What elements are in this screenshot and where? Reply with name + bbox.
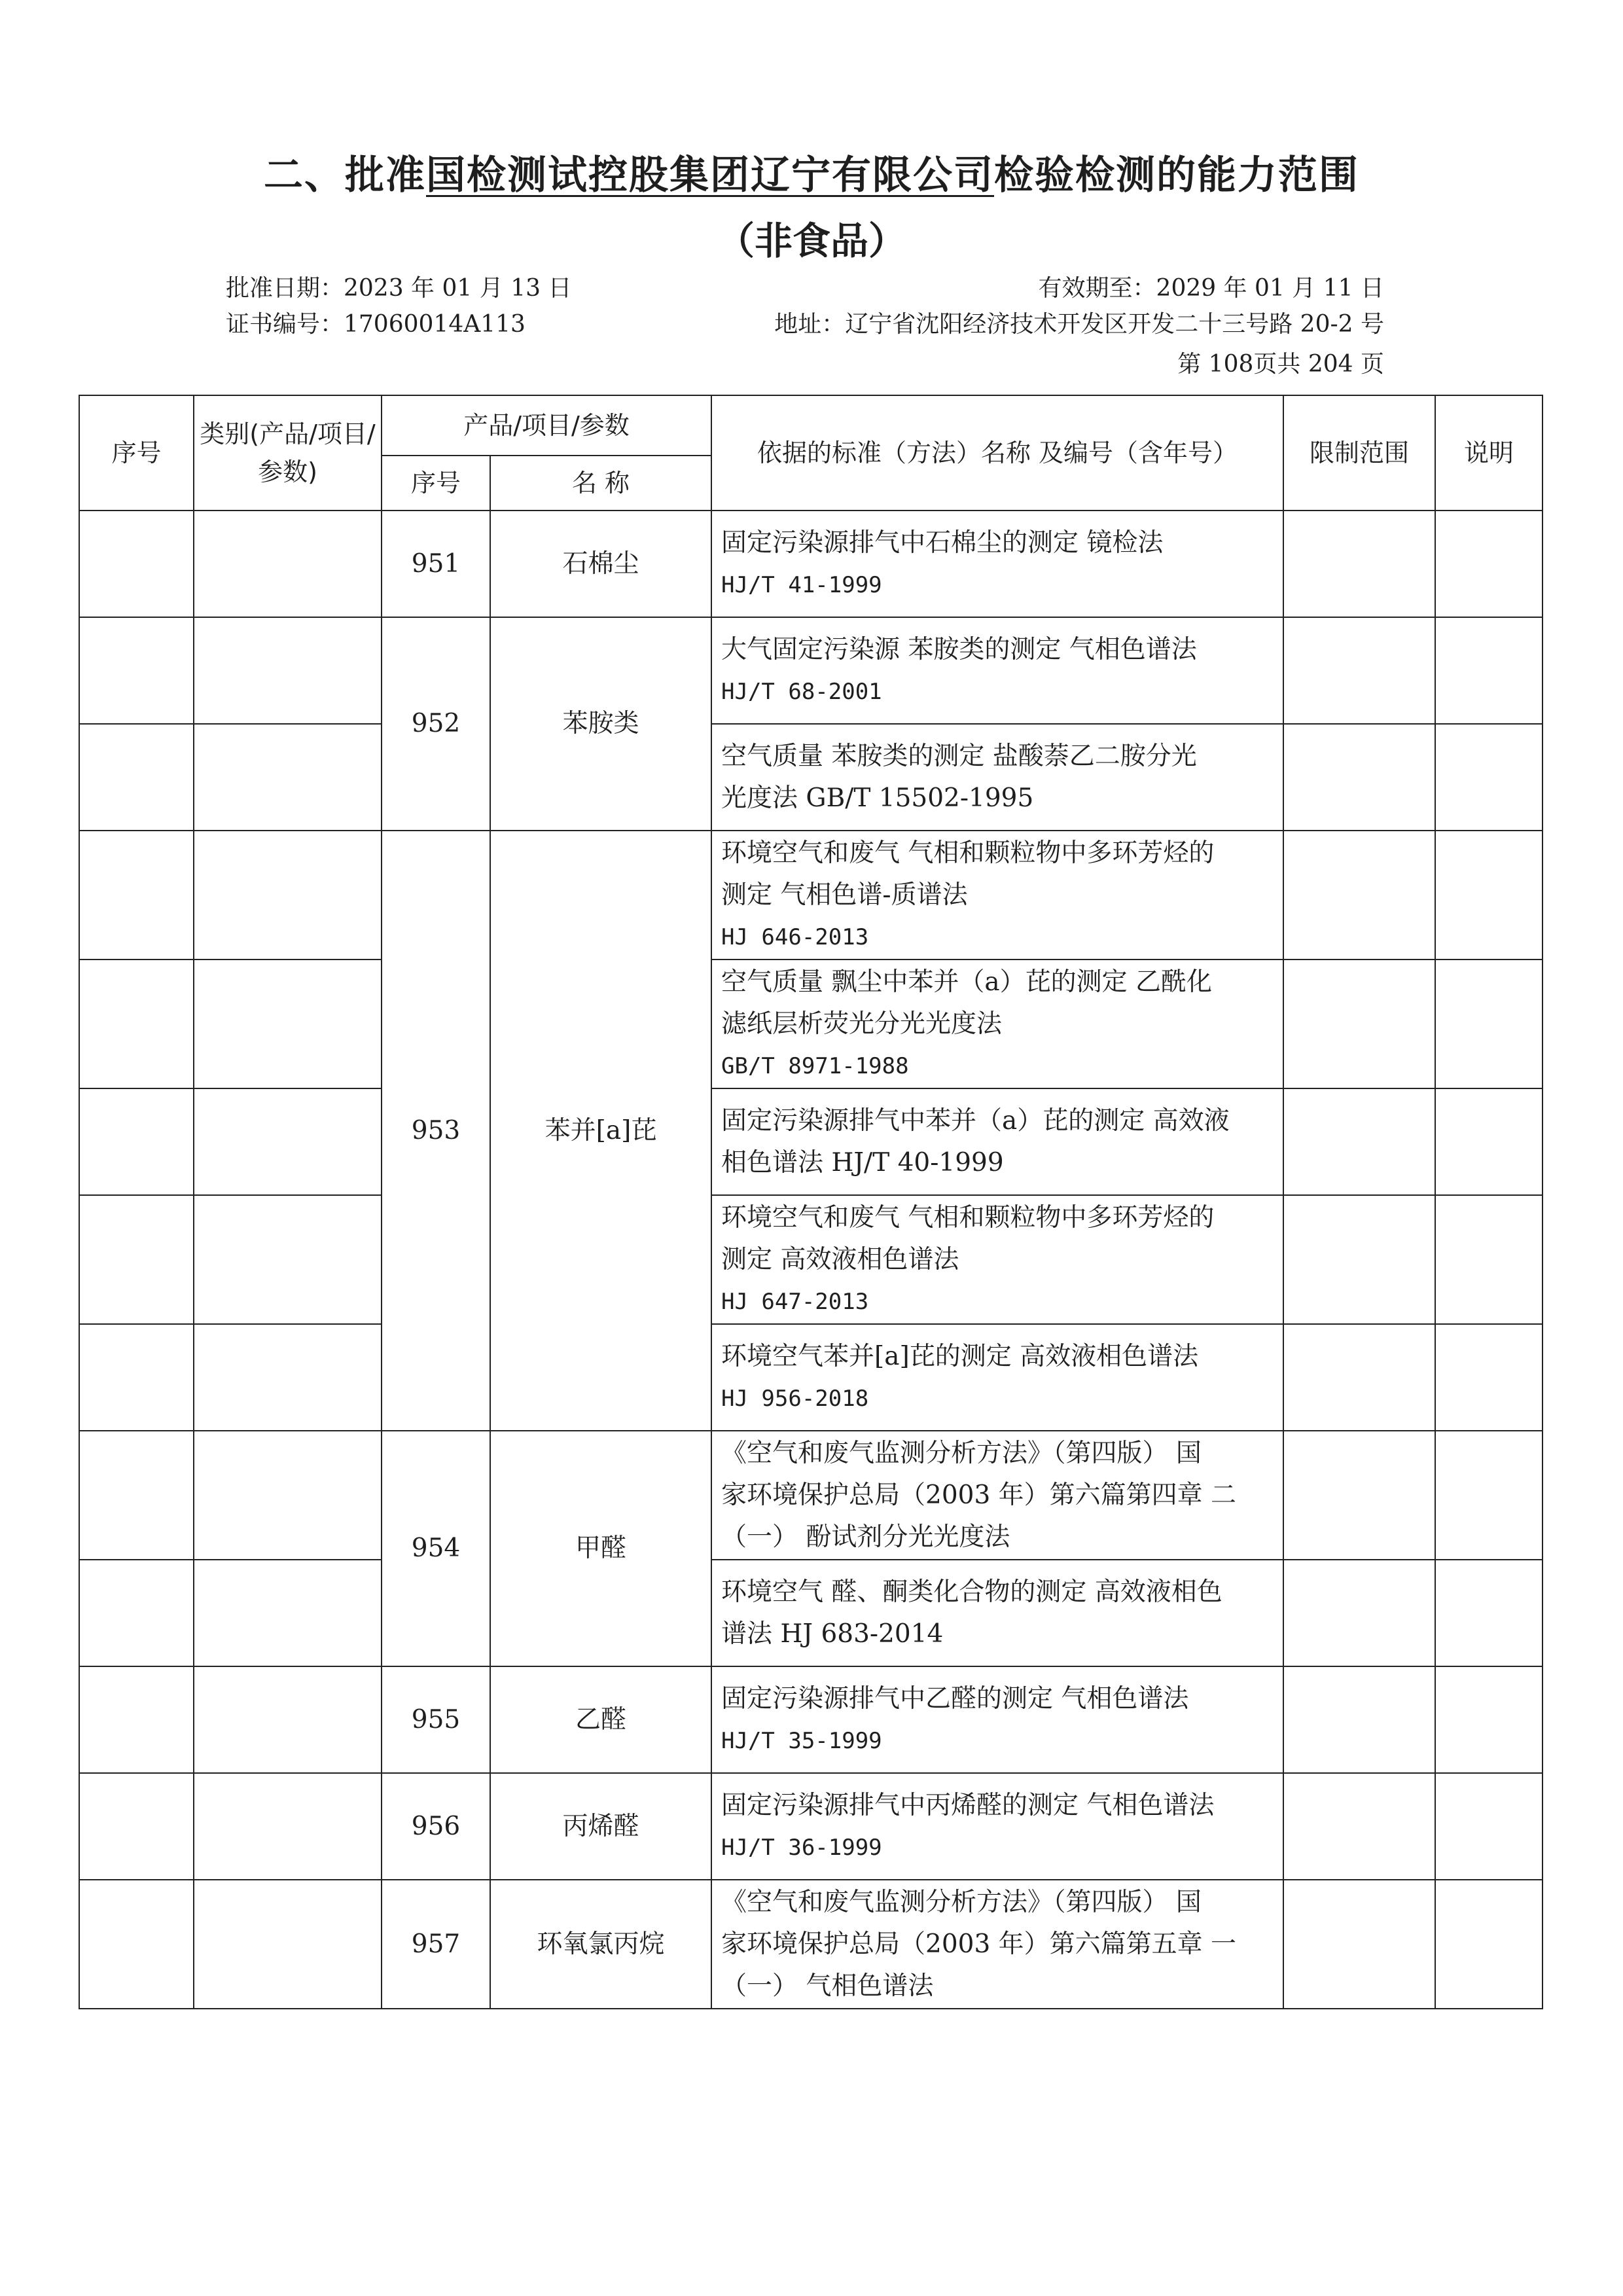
table-row [79, 1666, 1543, 1773]
table-body [79, 511, 1543, 2009]
title-company: 国检测试控股集团辽宁有限公司 [426, 152, 994, 198]
standard-text-line: 家环境保护总局（2003 年）第六篇第四章 二 [721, 1480, 1237, 1510]
standard-text-line: 空气质量 飘尘中苯并（a）芘的测定 乙酰化 [721, 967, 1213, 997]
capability-table [79, 395, 1543, 2009]
standard-text-line: 测定 气相色谱-质谱法 [721, 880, 968, 910]
header-standard: 依据的标准（方法）名称 及编号（含年号） [711, 395, 1283, 511]
standard-text-line: 环境空气苯并[a]芘的测定 高效液相色谱法 [721, 1341, 1199, 1371]
standard-text-line: 环境空气 醛、酮类化合物的测定 高效液相色 [721, 1577, 1222, 1607]
limit-cell [1283, 1880, 1435, 2009]
standard-cell [711, 1666, 1283, 1773]
seq-cell [79, 724, 194, 831]
category-cell [194, 1431, 382, 1560]
valid-until: 有效期至：2029 年 01 月 11 日 [1038, 275, 1384, 302]
seq-cell [79, 1195, 194, 1324]
item-name: 石棉尘 [490, 511, 711, 617]
standard-code: HJ 956-2018 [721, 1385, 869, 1412]
seq-cell [79, 617, 194, 724]
category-cell [194, 1088, 382, 1195]
standard-text-line: 固定污染源排气中乙醛的测定 气相色谱法 [721, 1683, 1189, 1713]
limit-cell [1283, 1431, 1435, 1560]
header-limit: 限制范围 [1283, 395, 1435, 511]
standard-cell [711, 1195, 1283, 1324]
standard-cell [711, 1324, 1283, 1431]
note-cell [1435, 1195, 1543, 1324]
standard-text-line: 家环境保护总局（2003 年）第六篇第五章 一 [721, 1929, 1237, 1959]
category-cell [194, 511, 382, 617]
category-cell [194, 1880, 382, 2009]
standard-text-line: 《空气和废气监测分析方法》（第四版） 国 [721, 1438, 1202, 1468]
limit-cell [1283, 1666, 1435, 1773]
standard-text-line: （一） 酚试剂分光光度法 [721, 1522, 1010, 1552]
item-number: 951 [382, 511, 490, 617]
document-subtitle: （非食品） [716, 219, 906, 263]
header-sub-seq: 序号 [382, 456, 490, 511]
standard-cell [711, 1773, 1283, 1880]
header-sub-name: 名 称 [490, 456, 711, 511]
standard-text-line: 空气质量 苯胺类的测定 盐酸萘乙二胺分光 [721, 741, 1197, 771]
standard-text-line: 固定污染源排气中石棉尘的测定 镜检法 [721, 528, 1164, 558]
table-row [79, 617, 1543, 724]
table-row [79, 1195, 1543, 1324]
standard-text-line: 固定污染源排气中丙烯醛的测定 气相色谱法 [721, 1790, 1215, 1820]
note-cell [1435, 1666, 1543, 1773]
title-suffix: 检验检测的能力范围 [994, 152, 1359, 198]
standard-cell [711, 831, 1283, 960]
table-row [79, 1880, 1543, 2009]
limit-cell [1283, 511, 1435, 617]
seq-cell [79, 1431, 194, 1560]
standard-code: HJ 646-2013 [721, 924, 869, 950]
header-product-group: 产品/项目/参数 [382, 395, 711, 456]
approval-date: 批准日期：2023 年 01 月 13 日 [226, 275, 572, 302]
standard-code: HJ/T 41-1999 [721, 571, 882, 598]
header-note: 说明 [1435, 395, 1543, 511]
item-name: 丙烯醛 [490, 1773, 711, 1880]
note-cell [1435, 1088, 1543, 1195]
note-cell [1435, 960, 1543, 1088]
category-cell [194, 617, 382, 724]
standard-text-line: 测定 高效液相色谱法 [721, 1244, 959, 1274]
limit-cell [1283, 1773, 1435, 1880]
note-cell [1435, 1324, 1543, 1431]
standard-cell [711, 1088, 1283, 1195]
standard-text-line: 滤纸层析荧光分光光度法 [721, 1009, 1003, 1039]
standard-cell [711, 724, 1283, 831]
limit-cell [1283, 617, 1435, 724]
seq-cell [79, 1088, 194, 1195]
category-cell [194, 724, 382, 831]
certificate-number: 证书编号：17060014A113 [226, 311, 526, 338]
limit-cell [1283, 1324, 1435, 1431]
standard-cell [711, 960, 1283, 1088]
category-cell [194, 1773, 382, 1880]
standard-text-line: 光度法 GB/T 15502-1995 [721, 783, 1034, 813]
item-name: 环氧氯丙烷 [490, 1880, 711, 2009]
standard-code: HJ 647-2013 [721, 1288, 869, 1315]
item-number: 952 [382, 617, 490, 831]
item-name: 苯胺类 [490, 617, 711, 831]
standard-cell [711, 1431, 1283, 1560]
item-number: 955 [382, 1666, 490, 1773]
standard-code: HJ/T 35-1999 [721, 1727, 882, 1754]
limit-cell [1283, 1560, 1435, 1666]
table-row [79, 1560, 1543, 1666]
item-name: 苯并[a]芘 [490, 831, 711, 1431]
category-cell [194, 1666, 382, 1773]
standard-text-line: （一） 气相色谱法 [721, 1971, 934, 2001]
note-cell [1435, 1431, 1543, 1560]
limit-cell [1283, 960, 1435, 1088]
item-number: 954 [382, 1431, 490, 1666]
standard-text-line: 谱法 HJ 683-2014 [721, 1619, 944, 1649]
address: 地址：辽宁省沈阳经济技术开发区开发二十三号路 20-2 号 [774, 311, 1384, 338]
table-row [79, 831, 1543, 960]
standard-code: HJ/T 36-1999 [721, 1834, 882, 1861]
standard-text-line: 大气固定污染源 苯胺类的测定 气相色谱法 [721, 634, 1197, 664]
standard-text-line: 《空气和废气监测分析方法》（第四版） 国 [721, 1887, 1202, 1917]
table-row [79, 1088, 1543, 1195]
standard-cell [711, 617, 1283, 724]
category-cell [194, 1195, 382, 1324]
standard-cell [711, 511, 1283, 617]
page-info: 第 108页共 204 页 [1177, 351, 1384, 378]
note-cell [1435, 1880, 1543, 2009]
standard-code: GB/T 8971-1988 [721, 1052, 909, 1079]
table-row [79, 1773, 1543, 1880]
standard-text-line: 环境空气和废气 气相和颗粒物中多环芳烃的 [721, 838, 1215, 868]
standard-cell [711, 1880, 1283, 2009]
item-number: 956 [382, 1773, 490, 1880]
limit-cell [1283, 724, 1435, 831]
seq-cell [79, 1773, 194, 1880]
standard-cell [711, 1560, 1283, 1666]
note-cell [1435, 724, 1543, 831]
seq-cell [79, 1560, 194, 1666]
seq-cell [79, 1666, 194, 1773]
table-row [79, 960, 1543, 1088]
category-cell [194, 1560, 382, 1666]
seq-cell [79, 960, 194, 1088]
limit-cell [1283, 1088, 1435, 1195]
standard-text-line: 固定污染源排气中苯并（a）芘的测定 高效液 [721, 1105, 1230, 1136]
table-row [79, 1324, 1543, 1431]
table-row [79, 511, 1543, 617]
note-cell [1435, 831, 1543, 960]
item-number: 957 [382, 1880, 490, 2009]
category-cell [194, 1324, 382, 1431]
standard-text-line: 环境空气和废气 气相和颗粒物中多环芳烃的 [721, 1202, 1215, 1232]
header-seq: 序号 [79, 395, 194, 511]
standard-text-line: 相色谱法 HJ/T 40-1999 [721, 1147, 1004, 1177]
header-category: 类别(产品/项目/参数) [194, 395, 382, 511]
limit-cell [1283, 1195, 1435, 1324]
item-number: 953 [382, 831, 490, 1431]
category-cell [194, 960, 382, 1088]
table-row [79, 724, 1543, 831]
item-name: 乙醛 [490, 1666, 711, 1773]
seq-cell [79, 831, 194, 960]
seq-cell [79, 1880, 194, 2009]
note-cell [1435, 511, 1543, 617]
note-cell [1435, 1773, 1543, 1880]
title-prefix: 二、批准 [264, 152, 426, 198]
note-cell [1435, 1560, 1543, 1666]
table-row [79, 1431, 1543, 1560]
seq-cell [79, 511, 194, 617]
standard-code: HJ/T 68-2001 [721, 678, 882, 705]
limit-cell [1283, 831, 1435, 960]
item-name: 甲醛 [490, 1431, 711, 1666]
note-cell [1435, 617, 1543, 724]
seq-cell [79, 1324, 194, 1431]
document-title [0, 149, 1623, 202]
category-cell [194, 831, 382, 960]
